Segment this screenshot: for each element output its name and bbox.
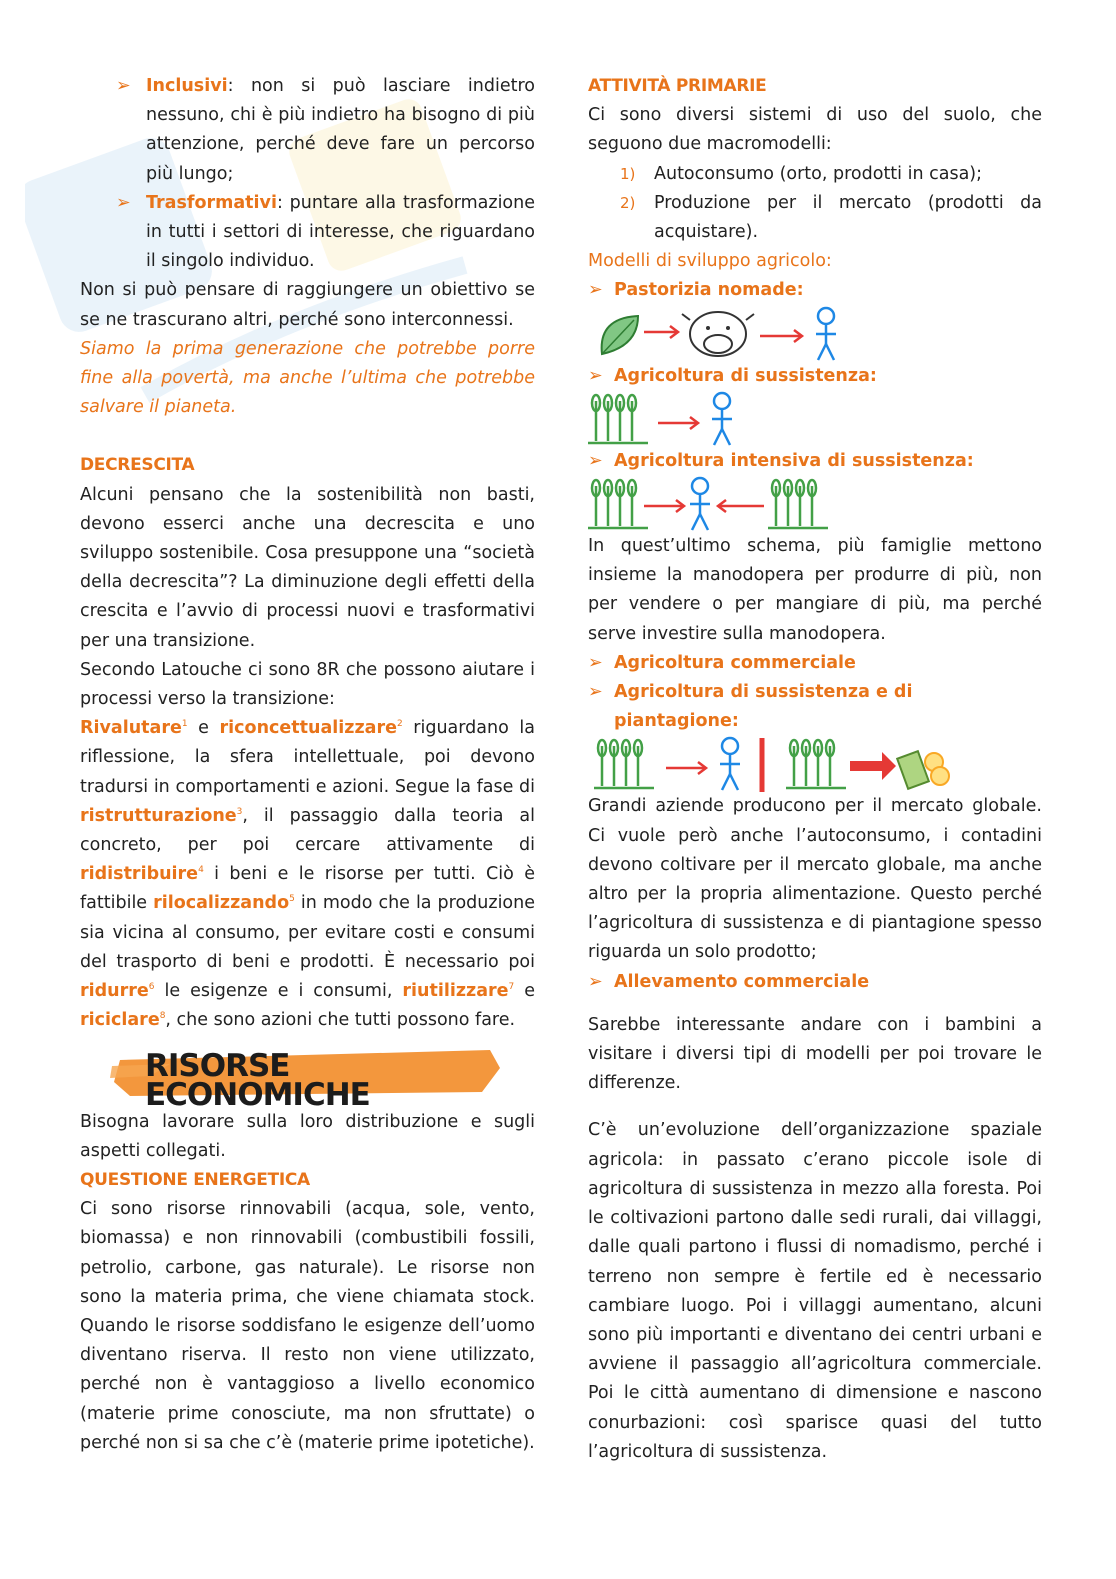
term-rivalutare: Rivalutare (80, 718, 182, 739)
cow-icon (682, 312, 754, 356)
paragraph-intensiva: In quest’ultimo schema, più famiglie mettono insieme la manodopera per produrre di più, non per vendere o per mangiare di più, ma perché serve investire sulla manodopera. (588, 536, 1042, 644)
model-title: Agricoltura di sussistenza e di piantagione (614, 682, 913, 732)
paragraph-evoluzione: C’è un’evoluzione dell’organizzazione spaziale agricola: in passato c’erano piccole isole di agricoltura di sussistenza in mezzo alla foresta. Poi le coltivazioni partono dalle sedi rurali, dai villaggi, dalle quali partono i flussi di nomadismo, perché i terreno non sempre è fertile ed è necessario cambiare luogo. Poi i villaggi aumentano, alcuni sono più importanti e diventano dei centri urbani e avviene il passaggio all’agricoltura commerciale. Poi le città aumentano di dimensione e nascono conurbazioni: così sparisce quasi del tutto l’agricoltura di sussistenza. (588, 1120, 1042, 1462)
model-suffix: : (731, 711, 739, 732)
plants-icon (768, 480, 828, 528)
paragraph-bambini: Sarebbe interessante andare con i bambini a visitare i diversi tipi di modelli per poi trovare le differenze. (588, 1014, 1042, 1094)
heading-questione-energetica: QUESTIONE ENERGETICA (80, 1169, 310, 1190)
sketch-sussistenza (588, 391, 1042, 447)
model-title: Allevamento commerciale (614, 971, 870, 992)
model-pastorizia (588, 276, 1042, 305)
footnote-ref: 3 (236, 807, 243, 818)
model-suffix: : (796, 280, 804, 301)
term-riutilizzare: riutilizzare (402, 981, 509, 1002)
arrow-icon (644, 500, 684, 512)
list-item-inclusivi (80, 72, 535, 189)
text-segment: , il passaggio dalla teoria al concreto, per poi cercare attivamente di (80, 805, 535, 856)
term-ridurre: ridurre (80, 981, 149, 1002)
arrow-icon (644, 326, 678, 338)
model-suffix: : (966, 450, 974, 471)
leaf-icon (602, 316, 638, 354)
arrow-icon (658, 417, 698, 429)
item-number: 2) (620, 193, 636, 212)
sketch-intensiva (588, 476, 1042, 532)
paragraph-risorse: Bisogna lavorare sulla loro distribuzione e sugli aspetti collegati. (80, 1111, 535, 1161)
arrow-bullet-icon: ➢ (116, 76, 131, 96)
item-number: 1) (620, 164, 636, 183)
model-title: Agricoltura intensiva di sussistenza (614, 450, 967, 471)
footnote-ref: 2 (396, 719, 403, 730)
text-segment: e (187, 718, 220, 739)
text-segment: e (514, 981, 535, 1002)
term-inclusivi: Inclusivi (146, 76, 228, 96)
model-suffix: : (869, 365, 877, 386)
person-icon (690, 478, 710, 530)
plants-icon (588, 395, 648, 443)
paragraph-decrescita-2: Secondo Latouche ci sono 8R che possono aiutare i processi verso la transizione: (80, 659, 535, 710)
arrow-icon (850, 752, 896, 780)
footnote-ref: 4 (198, 865, 204, 876)
arrow-bullet-icon: ➢ (588, 365, 603, 386)
arrow-icon (718, 500, 764, 512)
footnote-ref: 1 (181, 719, 188, 730)
plants-icon (786, 740, 846, 788)
term-riciclare: riciclare (80, 1010, 160, 1031)
model-commerciale (588, 649, 1042, 678)
model-allevamento (588, 968, 1042, 997)
person-icon (816, 308, 836, 360)
text-trasformativi: : puntare alla trasformazione in tutti i settori di interesse, che riguardano il singolo individuo. (146, 192, 535, 272)
paragraph-attivita: Ci sono diversi sistemi di uso del suolo, che seguono due macromodelli: (588, 105, 1042, 155)
footnote-ref: 5 (289, 894, 295, 905)
list-item-trasformativi (80, 189, 535, 277)
arrow-bullet-icon: ➢ (588, 280, 603, 301)
paragraph-decrescita-1: Alcuni pensano che la sostenibilità non basti, devono esserci anche una decrescita e uno sviluppo sostenibile. Cosa presuppone una “società della decrescita”? La diminuzione degli effetti della crescita e l’avvio di processi nuovi e trasformativi per una transizione. (80, 484, 535, 651)
model-piantagione (588, 678, 1042, 736)
paragraph-energetica: Ci sono risorse rinnovabili (acqua, sole, vento, biomassa) e non rinnovabili (combustibili fossili, petrolio, carbone, gas naturale). Le risorse non sono la materia prima, che viene chiamata stock. Quando le risorse soddisfano le esigenze dell’uomo diventano riserva. Il resto non viene utilizzato, perché non è vantaggioso a livello economico (materie prime conosciute, ma non sfruttate) o perché non si sa che c’è (materie prime ipotetiche). (80, 1199, 535, 1453)
item-text: Produzione per il mercato (prodotti da acquistare). (654, 192, 1042, 243)
model-title: Agricoltura commerciale (614, 652, 856, 673)
paragraph-piantagione: Grandi aziende producono per il mercato globale. Ci vuole però anche l’autoconsumo, i contadini devono coltivare per il mercato globale, ma anche altro per la propria alimentazione. Questo perché l’agricoltura di sussistenza e di piantagione spesso riguarda un solo prodotto; (588, 796, 1042, 963)
plants-icon (588, 480, 648, 528)
model-intensiva (588, 447, 1042, 476)
sketch-piantagione (588, 736, 1042, 792)
right-column (588, 72, 1042, 1467)
quote: Siamo la prima generazione che potrebbe porre fine alla povertà, ma anche l’ultima che potrebbe salvare il pianeta. (80, 338, 535, 418)
money-icon (897, 752, 949, 790)
sketch-pastorizia (588, 306, 1042, 362)
text-segment: , che sono azioni che tutti possono fare. (165, 1010, 516, 1031)
section-title: RISORSE ECONOMICHE (145, 1047, 370, 1113)
term-trasformativi: Trasformativi (146, 192, 277, 213)
arrow-bullet-icon: ➢ (588, 971, 603, 992)
arrow-bullet-icon: ➢ (588, 652, 603, 673)
heading-decrescita: DECRESCITA (80, 455, 195, 476)
plants-icon (594, 740, 654, 788)
footnote-ref: 7 (508, 982, 515, 993)
arrow-bullet-icon: ➢ (588, 682, 603, 703)
person-icon (712, 393, 732, 445)
modelli-label: Modelli di sviluppo agricolo: (588, 251, 832, 272)
paragraph-interconnessi: Non si può pensare di raggiungere un obiettivo se se ne trascurano altri, perché sono interconnessi. (80, 280, 535, 330)
list-item-produzione (588, 189, 1042, 247)
paragraph-8r (80, 714, 535, 1035)
term-riconcettualizzare: riconcettualizzare (219, 718, 397, 739)
arrow-bullet-icon: ➢ (588, 450, 603, 471)
model-sussistenza (588, 362, 1042, 391)
text-segment: in modo che la produzione sia vicina al consumo, per evitare costi e consumi del trasporto di beni e prodotti. È necessario poi (80, 893, 535, 972)
arrow-icon (666, 762, 706, 774)
arrow-bullet-icon: ➢ (116, 192, 131, 213)
model-title: Pastorizia nomade (614, 280, 797, 301)
section-banner (110, 1046, 505, 1113)
footnote-ref: 8 (159, 1011, 166, 1022)
term-ristrutturazione: ristrutturazione (80, 805, 237, 826)
text-inclusivi: : non si può lasciare indietro nessuno, chi è più indietro ha bisogno di più attenzione, perché deve fare un percorso più lungo; (146, 76, 535, 184)
text-segment: le esigenze e i consumi, (154, 981, 403, 1002)
text-segment: i beni e le risorse per tutti. Ciò è fattibile (80, 864, 535, 914)
list-item-autoconsumo (588, 160, 1042, 189)
person-icon (720, 738, 740, 790)
model-title: Agricoltura di sussistenza (614, 365, 870, 386)
arrow-icon (760, 330, 802, 342)
term-rilocalizzando: rilocalizzando (153, 893, 290, 914)
heading-attivita-primarie: ATTIVITÀ PRIMARIE (588, 76, 767, 96)
term-ridistribuire: ridistribuire (80, 864, 199, 885)
item-text: Autoconsumo (orto, prodotti in casa); (654, 163, 983, 184)
text-segment: riguardano la riflessione, la sfera intellettuale, poi devono tradursi in comportamenti e azioni. Segue la fase di (80, 718, 535, 797)
footnote-ref: 6 (148, 982, 155, 993)
left-column (80, 72, 535, 1458)
